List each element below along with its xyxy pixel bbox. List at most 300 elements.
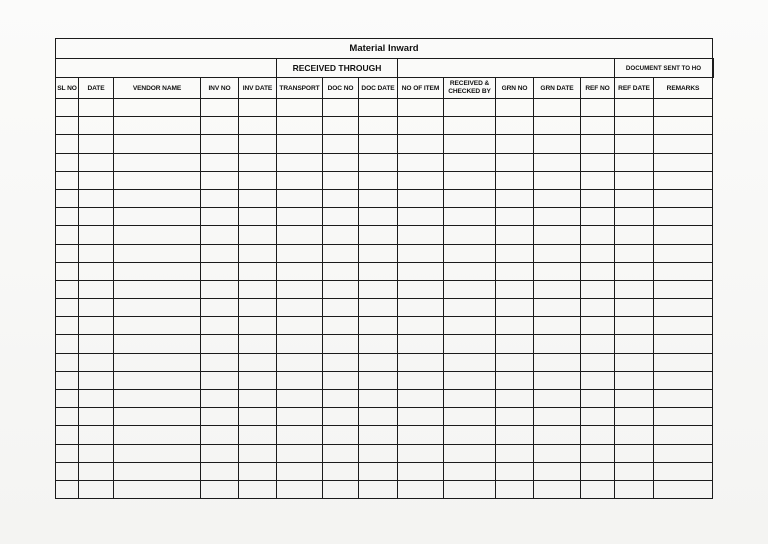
entry-cell — [359, 153, 398, 171]
entry-cell — [654, 335, 713, 353]
entry-cell — [323, 171, 359, 189]
col-ref-date: REF DATE — [615, 78, 654, 99]
entry-cell — [201, 117, 239, 135]
entry-cell — [534, 371, 581, 389]
entry-cell — [359, 408, 398, 426]
entry-cell — [201, 390, 239, 408]
table-row — [56, 480, 714, 498]
entry-cell — [581, 390, 615, 408]
entry-cell — [654, 262, 713, 280]
entry-cell — [277, 99, 323, 117]
entry-cell — [581, 444, 615, 462]
entry-cell — [615, 226, 654, 244]
entry-cell — [444, 444, 496, 462]
table-row — [56, 244, 714, 262]
entry-cell — [654, 480, 713, 498]
entry-cell — [114, 135, 201, 153]
entry-cell — [654, 353, 713, 371]
entry-cell — [444, 299, 496, 317]
entry-cell — [79, 117, 114, 135]
entry-cell — [201, 99, 239, 117]
entry-cell — [615, 426, 654, 444]
entry-cell — [323, 262, 359, 280]
entry-cell — [359, 317, 398, 335]
entry-cell — [56, 371, 79, 389]
entry-cell — [581, 117, 615, 135]
entry-cell — [534, 153, 581, 171]
entry-cell — [79, 189, 114, 207]
entry-cell — [323, 426, 359, 444]
group-blank-left — [56, 59, 277, 78]
entry-cell — [581, 371, 615, 389]
entry-cell — [239, 189, 277, 207]
entry-cell — [534, 317, 581, 335]
table-row — [56, 189, 714, 207]
entry-cell — [56, 353, 79, 371]
entry-cell — [239, 335, 277, 353]
entry-cell — [581, 426, 615, 444]
entry-cell — [534, 117, 581, 135]
entry-cell — [496, 462, 534, 480]
entry-cell — [444, 426, 496, 444]
entry-cell — [277, 444, 323, 462]
entry-cell — [239, 462, 277, 480]
entry-cell — [79, 426, 114, 444]
entry-cell — [581, 408, 615, 426]
entry-cell — [201, 189, 239, 207]
entry-cell — [114, 408, 201, 426]
entry-cell — [615, 262, 654, 280]
entry-cell — [615, 480, 654, 498]
entry-cell — [114, 280, 201, 298]
entry-cell — [114, 462, 201, 480]
entry-cell — [239, 480, 277, 498]
entry-cell — [323, 390, 359, 408]
entry-cell — [239, 426, 277, 444]
entry-cell — [654, 189, 713, 207]
entry-cell — [277, 117, 323, 135]
received-through-header: RECEIVED THROUGH — [277, 59, 398, 78]
col-transport: TRANSPORT — [277, 78, 323, 99]
entry-cell — [79, 408, 114, 426]
entry-cell — [359, 226, 398, 244]
entry-cell — [56, 117, 79, 135]
entry-cell — [496, 335, 534, 353]
entry-cell — [201, 480, 239, 498]
entry-cell — [398, 280, 444, 298]
entry-cell — [654, 462, 713, 480]
entry-cell — [534, 208, 581, 226]
entry-cell — [239, 153, 277, 171]
table-row — [56, 353, 714, 371]
entry-cell — [615, 390, 654, 408]
entry-cell — [581, 171, 615, 189]
entry-cell — [444, 117, 496, 135]
table-row — [56, 408, 714, 426]
entry-cell — [496, 426, 534, 444]
entry-cell — [615, 408, 654, 426]
entry-cell — [534, 135, 581, 153]
entry-cell — [277, 390, 323, 408]
entry-cell — [56, 408, 79, 426]
entry-cell — [444, 244, 496, 262]
entry-cell — [201, 462, 239, 480]
table-row — [56, 317, 714, 335]
entry-cell — [444, 335, 496, 353]
entry-cell — [239, 280, 277, 298]
group-blank-middle — [398, 59, 615, 78]
col-received-line: RECEIVED & — [449, 80, 490, 87]
entry-cell — [496, 226, 534, 244]
entry-cell — [56, 226, 79, 244]
entry-cell — [56, 244, 79, 262]
entry-cell — [534, 280, 581, 298]
entry-cell — [496, 171, 534, 189]
entry-cell — [114, 335, 201, 353]
entry-cell — [277, 189, 323, 207]
entry-cell — [277, 153, 323, 171]
entry-cell — [79, 299, 114, 317]
entry-cell — [359, 280, 398, 298]
entry-cell — [581, 153, 615, 171]
entry-cell — [277, 226, 323, 244]
entry-cell — [323, 135, 359, 153]
entry-cell — [534, 335, 581, 353]
entry-cell — [359, 99, 398, 117]
entry-cell — [201, 208, 239, 226]
entry-cell — [201, 408, 239, 426]
form-title: Material Inward — [56, 39, 713, 59]
entry-cell — [444, 390, 496, 408]
entry-cell — [615, 135, 654, 153]
table-row — [56, 153, 714, 171]
entry-cell — [323, 226, 359, 244]
entry-cell — [654, 299, 713, 317]
entry-cell — [359, 480, 398, 498]
entry-cell — [534, 408, 581, 426]
entry-cell — [277, 299, 323, 317]
entry-cell — [323, 444, 359, 462]
table-row — [56, 117, 714, 135]
entry-cell — [56, 208, 79, 226]
entry-cell — [56, 262, 79, 280]
entry-cell — [444, 462, 496, 480]
entry-cell — [239, 317, 277, 335]
entry-cell — [496, 480, 534, 498]
entry-cell — [277, 262, 323, 280]
entry-cell — [239, 99, 277, 117]
column-header-row — [56, 78, 714, 99]
table-row — [56, 171, 714, 189]
entry-cell — [496, 99, 534, 117]
entry-cell — [398, 371, 444, 389]
entry-cell — [534, 226, 581, 244]
entry-cell — [239, 117, 277, 135]
entry-cell — [581, 353, 615, 371]
entry-cell — [398, 171, 444, 189]
entry-cell — [79, 335, 114, 353]
entry-cell — [615, 189, 654, 207]
entry-cell — [359, 299, 398, 317]
entry-cell — [581, 226, 615, 244]
entry-cell — [323, 317, 359, 335]
col-inv-date: INV DATE — [239, 78, 277, 99]
entry-cell — [114, 244, 201, 262]
entry-cell — [79, 317, 114, 335]
entry-cell — [444, 408, 496, 426]
entry-cell — [615, 317, 654, 335]
entry-cell — [581, 280, 615, 298]
entry-cell — [323, 280, 359, 298]
entry-cell — [277, 135, 323, 153]
entry-cell — [398, 135, 444, 153]
entry-cell — [444, 480, 496, 498]
document-sent-to-ho-header: DOCUMENT SENT TO HO — [615, 59, 713, 78]
entry-cell — [398, 426, 444, 444]
entry-cell — [398, 99, 444, 117]
entry-cell — [615, 99, 654, 117]
entry-cell — [56, 189, 79, 207]
entry-cell — [581, 262, 615, 280]
entry-cell — [359, 444, 398, 462]
table-row — [56, 426, 714, 444]
entry-cell — [114, 171, 201, 189]
entry-cell — [615, 299, 654, 317]
entry-cell — [496, 317, 534, 335]
entry-cell — [239, 353, 277, 371]
table-row — [56, 280, 714, 298]
entry-cell — [615, 117, 654, 135]
entry-cell — [79, 171, 114, 189]
entry-cell — [56, 335, 79, 353]
table-row — [56, 99, 714, 117]
entry-cell — [615, 280, 654, 298]
entry-cell — [56, 480, 79, 498]
table-row — [56, 262, 714, 280]
entry-cell — [581, 244, 615, 262]
entry-cell — [581, 462, 615, 480]
entry-cell — [201, 444, 239, 462]
entry-cell — [56, 99, 79, 117]
entry-cell — [56, 462, 79, 480]
entry-cell — [534, 462, 581, 480]
entry-cell — [277, 171, 323, 189]
entry-cell — [277, 462, 323, 480]
entry-cell — [114, 444, 201, 462]
entry-cell — [114, 153, 201, 171]
entry-cell — [444, 189, 496, 207]
col-vendor-name: VENDOR NAME — [114, 78, 201, 99]
entry-cell — [114, 371, 201, 389]
entry-cell — [323, 208, 359, 226]
entry-cell — [277, 408, 323, 426]
entry-cell — [615, 244, 654, 262]
entry-cell — [654, 244, 713, 262]
entry-cell — [359, 189, 398, 207]
entry-cell — [359, 462, 398, 480]
entry-cell — [398, 480, 444, 498]
col-no-of-item: NO OF ITEM — [398, 78, 444, 99]
entry-cell — [323, 353, 359, 371]
entry-cell — [444, 135, 496, 153]
entry-cell — [114, 317, 201, 335]
entry-cell — [496, 135, 534, 153]
entry-cell — [615, 444, 654, 462]
entry-cell — [277, 244, 323, 262]
col-doc-date: DOC DATE — [359, 78, 398, 99]
entry-cell — [654, 280, 713, 298]
entry-cell — [398, 462, 444, 480]
entry-cell — [615, 371, 654, 389]
entry-cell — [581, 99, 615, 117]
entry-cell — [654, 444, 713, 462]
entry-cell — [615, 335, 654, 353]
entry-cell — [239, 208, 277, 226]
entry-cell — [277, 280, 323, 298]
entry-cell — [398, 444, 444, 462]
entry-cell — [201, 335, 239, 353]
entry-cell — [56, 390, 79, 408]
col-inv-no: INV NO — [201, 78, 239, 99]
entry-cell — [444, 371, 496, 389]
entry-cell — [534, 299, 581, 317]
entry-cell — [444, 99, 496, 117]
entry-cell — [277, 317, 323, 335]
entry-cell — [398, 226, 444, 244]
table-row — [56, 335, 714, 353]
entry-cell — [201, 317, 239, 335]
entry-cell — [201, 371, 239, 389]
entry-cell — [323, 299, 359, 317]
entry-cell — [56, 135, 79, 153]
entry-cell — [581, 480, 615, 498]
col-ref-no: REF NO — [581, 78, 615, 99]
entry-cell — [496, 189, 534, 207]
entry-cell — [534, 480, 581, 498]
entry-cell — [444, 153, 496, 171]
entry-cell — [79, 390, 114, 408]
entry-cell — [114, 353, 201, 371]
entry-cell — [201, 262, 239, 280]
entry-cell — [201, 299, 239, 317]
entry-cell — [534, 244, 581, 262]
entry-cell — [56, 171, 79, 189]
entry-cell — [444, 208, 496, 226]
entry-cell — [201, 153, 239, 171]
entry-cell — [79, 135, 114, 153]
entry-cell — [359, 335, 398, 353]
entry-cell — [496, 280, 534, 298]
entry-cell — [323, 480, 359, 498]
entry-cell — [496, 208, 534, 226]
entry-cell — [56, 426, 79, 444]
col-sl-no: SL NO — [56, 78, 79, 99]
col-grn-date: GRN DATE — [534, 78, 581, 99]
entry-cell — [56, 444, 79, 462]
entry-cell — [444, 353, 496, 371]
entry-cell — [79, 353, 114, 371]
entry-cell — [277, 335, 323, 353]
entry-cell — [323, 335, 359, 353]
entry-cell — [534, 390, 581, 408]
entry-cell — [359, 371, 398, 389]
entry-cell — [615, 208, 654, 226]
entry-cell — [56, 280, 79, 298]
table-row — [56, 390, 714, 408]
entry-cell — [323, 189, 359, 207]
entry-cell — [534, 426, 581, 444]
table-row — [56, 226, 714, 244]
entry-cell — [201, 171, 239, 189]
entry-cell — [79, 262, 114, 280]
entry-cell — [114, 208, 201, 226]
entry-cell — [79, 371, 114, 389]
entry-cell — [359, 353, 398, 371]
entry-cell — [359, 426, 398, 444]
entry-cell — [398, 390, 444, 408]
col-checked-by-line: CHECKED BY — [448, 88, 491, 95]
entry-cell — [581, 189, 615, 207]
entry-cell — [201, 135, 239, 153]
entry-cell — [398, 335, 444, 353]
group-blank-right — [713, 59, 714, 78]
entry-cell — [534, 262, 581, 280]
entry-cell — [398, 317, 444, 335]
entry-cell — [496, 444, 534, 462]
entry-cell — [359, 244, 398, 262]
table-row — [56, 208, 714, 226]
entry-cell — [79, 462, 114, 480]
entry-cell — [239, 299, 277, 317]
entry-cell — [239, 135, 277, 153]
entry-cell — [323, 371, 359, 389]
entry-cell — [398, 244, 444, 262]
entry-cell — [277, 208, 323, 226]
entry-cell — [239, 226, 277, 244]
entry-cell — [56, 299, 79, 317]
entry-cell — [496, 408, 534, 426]
entry-cell — [114, 480, 201, 498]
entry-cell — [581, 135, 615, 153]
entry-cell — [239, 262, 277, 280]
col-received-checked-by — [444, 78, 496, 99]
entry-cell — [654, 99, 713, 117]
entry-cell — [79, 480, 114, 498]
entry-cell — [79, 153, 114, 171]
entry-cell — [239, 371, 277, 389]
col-grn-no: GRN NO — [496, 78, 534, 99]
entry-cell — [534, 444, 581, 462]
entry-cell — [444, 280, 496, 298]
entry-cell — [398, 117, 444, 135]
entry-cell — [496, 117, 534, 135]
entry-cell — [359, 117, 398, 135]
col-date: DATE — [79, 78, 114, 99]
entry-cell — [79, 444, 114, 462]
entry-cell — [79, 280, 114, 298]
entry-cell — [114, 117, 201, 135]
entry-cell — [496, 371, 534, 389]
entry-cell — [359, 390, 398, 408]
entry-cell — [496, 353, 534, 371]
entry-cell — [398, 262, 444, 280]
entry-cell — [654, 117, 713, 135]
entry-cell — [654, 390, 713, 408]
entry-cell — [359, 171, 398, 189]
entry-cell — [398, 408, 444, 426]
entry-cell — [239, 171, 277, 189]
entry-cell — [398, 299, 444, 317]
